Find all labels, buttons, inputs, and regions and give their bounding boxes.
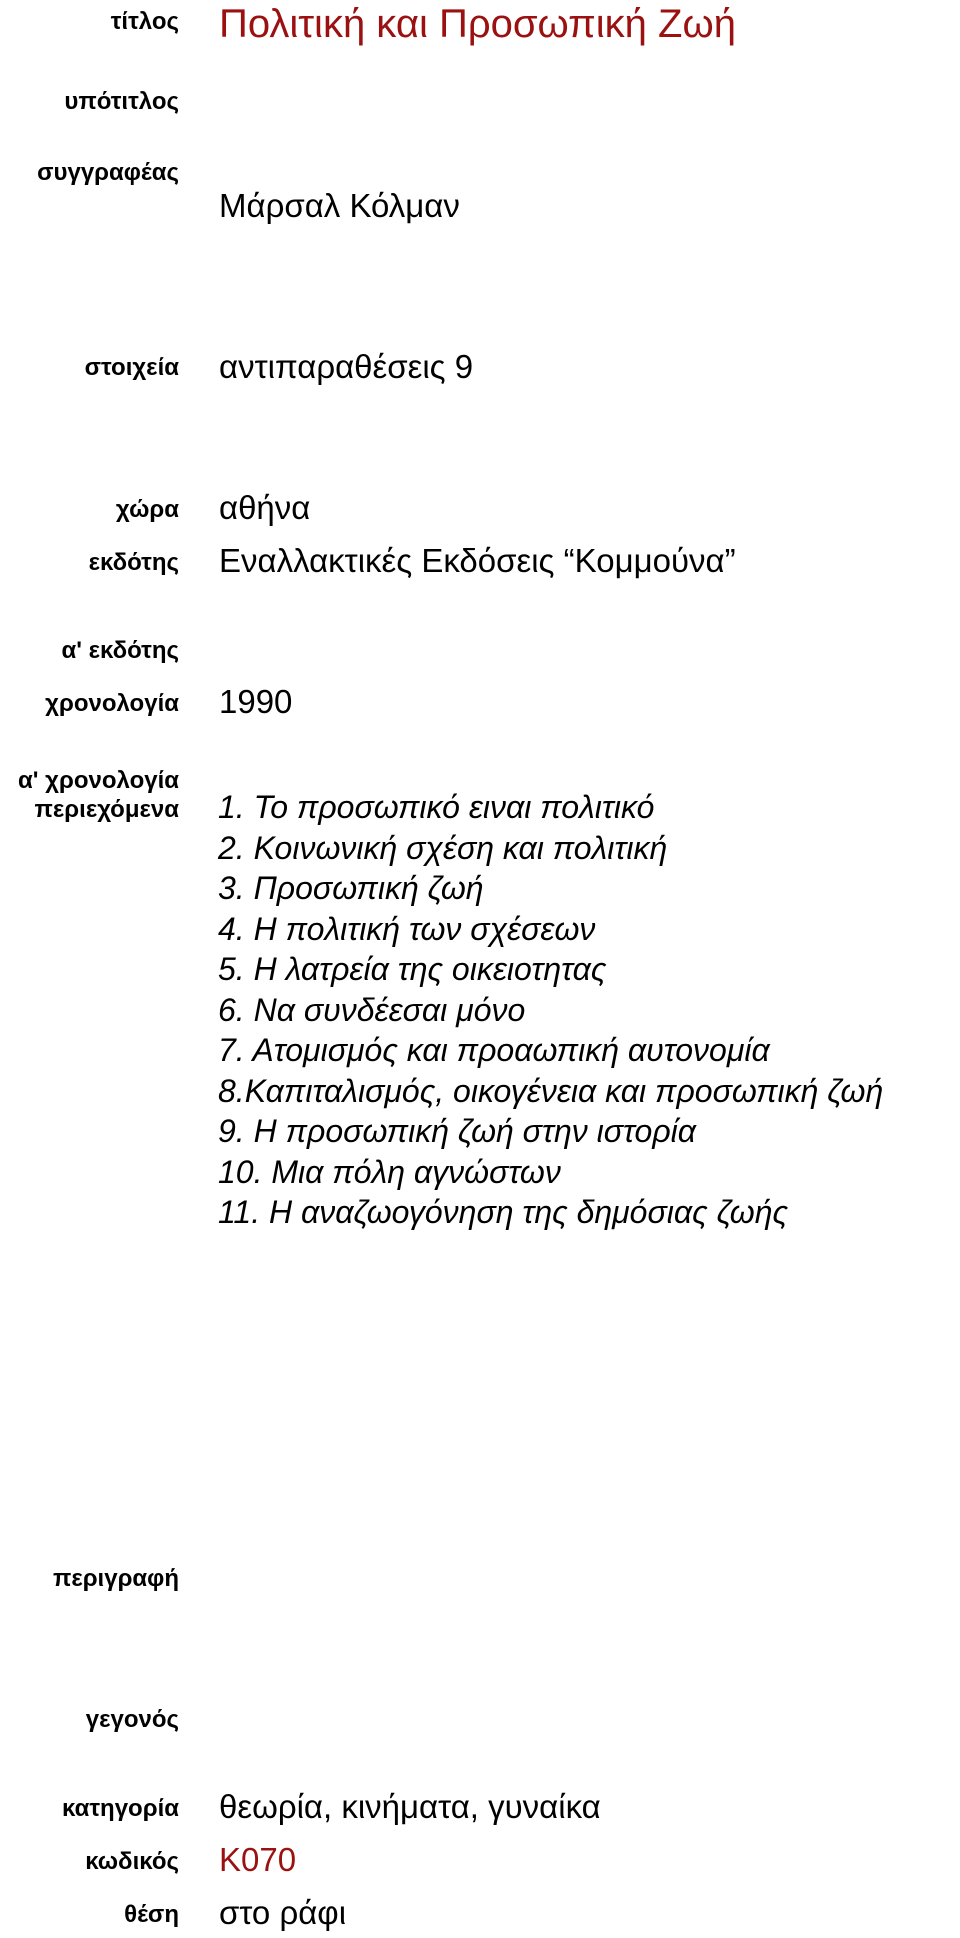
contents-label: περιεχόμενα (34, 796, 179, 823)
contents-item: 10. Μια πόλη αγνώστων (218, 1153, 561, 1190)
title-label: τίτλος (110, 8, 179, 35)
description-label: περιγραφή (52, 1565, 179, 1592)
first-publisher-label: α' εκδότης (61, 637, 179, 664)
book-title: Πολιτική και Προσωπική Ζωή (219, 2, 736, 46)
category-value: θεωρία, κινήματα, γυναίκα (219, 1788, 601, 1825)
location-label: θέση (124, 1901, 179, 1928)
contents-item: 6. Να συνδέεσαι μόνο (218, 991, 526, 1028)
contents-item: 11. Η αναζωογόνηση της δημόσιας ζωής (218, 1194, 789, 1230)
country-value: αθήνα (219, 489, 311, 526)
code-value: Κ070 (219, 1841, 297, 1878)
details-label: στοιχεία (84, 354, 179, 381)
details-value: αντιπαραθέσεις 9 (219, 348, 474, 385)
publisher-label: εκδότης (88, 549, 179, 576)
location-value: στο ράφι (219, 1894, 347, 1931)
year-label: χρονολογία (45, 690, 179, 717)
year-value: 1990 (219, 683, 293, 720)
subtitle-label: υπότιτλος (64, 88, 179, 115)
contents-item: 7. Ατομισμός και προαωπική αυτονομία (218, 1032, 770, 1068)
contents-list (218, 787, 883, 1233)
contents-item: 1. Το προσωπικό ειναι πολιτικό (218, 789, 655, 825)
publisher-value: Εναλλακτικές Εκδόσεις “Κομμούνα” (219, 542, 736, 579)
event-label: γεγονός (85, 1706, 179, 1733)
contents-item: 8.Καπιταλισμός, οικογένεια και προσωπική ζωή (218, 1072, 884, 1109)
category-label: κατηγορία (62, 1795, 179, 1822)
code-label: κωδικός (85, 1848, 179, 1875)
contents-item: 3. Προσωπική ζωή (218, 870, 484, 906)
contents-item: 5. Η λατρεία της οικειοτητας (218, 951, 607, 987)
contents-item: 2. Κοινωνική σχέση και πολιτική (218, 829, 668, 866)
contents-item: 9. Η προσωπική ζωή στην ιστορία (218, 1113, 696, 1149)
country-label: χώρα (115, 496, 179, 523)
author-label: συγγραφέας (37, 159, 179, 186)
contents-item: 4. Η πολιτική των σχέσεων (218, 910, 596, 947)
first-year-label: α' χρονολογία (18, 767, 179, 794)
author-value: Μάρσαλ Κόλμαν (219, 187, 460, 224)
